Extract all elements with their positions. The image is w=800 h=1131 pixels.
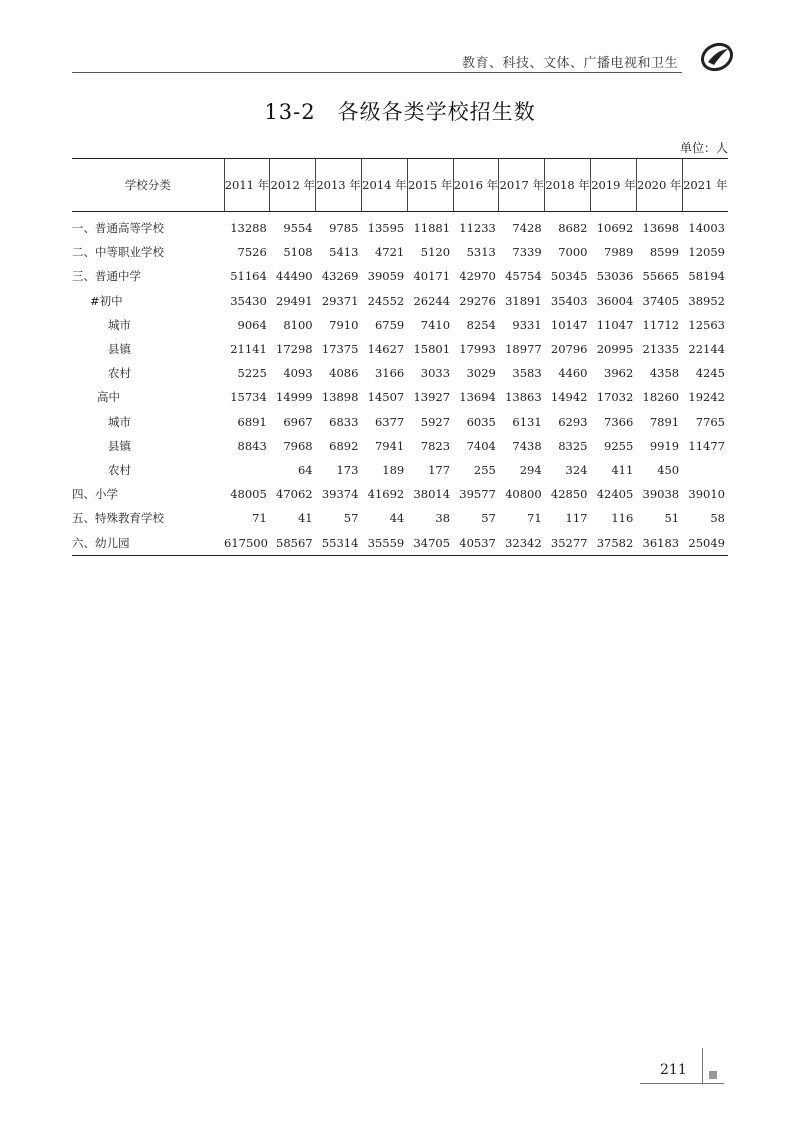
- table-cell: 58194: [688, 269, 725, 284]
- table-cell: 6035: [466, 414, 496, 429]
- table-cell: 21141: [230, 342, 267, 357]
- table-cell: 36004: [596, 293, 634, 308]
- table-cell: 38014: [413, 487, 451, 502]
- table-cell: 15801: [413, 342, 451, 357]
- table-cell: 41: [297, 511, 313, 526]
- table-cell: 9919: [649, 438, 680, 453]
- table-cell: 7366: [604, 414, 634, 429]
- table-cell: 5313: [466, 245, 496, 260]
- logo-icon: [700, 40, 734, 74]
- table-cell: 7910: [329, 317, 359, 332]
- table-cell: 17375: [321, 342, 359, 357]
- table-row: [72, 458, 728, 482]
- table-cell: 14627: [367, 342, 405, 357]
- table-cell: 6131: [512, 414, 542, 429]
- page-title: [0, 96, 800, 126]
- column-header-year: 2014 年: [361, 159, 407, 212]
- table-cell: 7823: [420, 438, 451, 453]
- column-header-year: 2011 年: [224, 159, 270, 212]
- table-cell: 7989: [604, 245, 634, 260]
- table-cell: 7404: [466, 438, 496, 453]
- table-cell: 9554: [283, 221, 313, 236]
- table-cell: 41692: [367, 487, 405, 502]
- table-cell: 116: [611, 511, 634, 526]
- table-cell: 39577: [459, 487, 496, 502]
- table-cell: 3166: [374, 366, 405, 381]
- table-cell: 12059: [688, 245, 725, 260]
- table-cell: 4460: [558, 366, 588, 381]
- table-number: 13-2: [264, 100, 316, 124]
- table-cell: 7438: [512, 438, 542, 453]
- table-cell: 9331: [512, 317, 542, 332]
- table-cell: 13694: [459, 390, 496, 405]
- footer-rule-vertical: [702, 1048, 703, 1084]
- table-cell: 25049: [682, 530, 728, 555]
- table-cell: 40537: [453, 530, 499, 555]
- table-row: [72, 212, 728, 241]
- table-cell: 117: [565, 511, 588, 526]
- table-cell: 13927: [413, 390, 451, 405]
- table-cell: 32342: [499, 530, 545, 555]
- row-label: 一、普通高等学校: [72, 221, 164, 236]
- row-label: 二、中等职业学校: [72, 245, 164, 260]
- table-row: [72, 289, 728, 313]
- table-cell: 189: [382, 462, 405, 477]
- table-cell: 71: [252, 511, 267, 526]
- table-row: [72, 385, 728, 409]
- table-cell: 7765: [695, 414, 725, 429]
- table-cell: 4721: [374, 245, 405, 260]
- row-label: 县镇: [108, 342, 131, 357]
- row-label: 城市: [108, 317, 131, 332]
- table-cell: 71: [527, 511, 542, 526]
- table-cell: 40171: [413, 269, 451, 284]
- table-row: [72, 361, 728, 385]
- table-cell: 11233: [459, 221, 496, 236]
- table-cell: 39059: [367, 269, 405, 284]
- table-cell: 58567: [270, 530, 316, 555]
- table-row: [72, 506, 728, 530]
- footer-rule-horizontal: [640, 1083, 724, 1084]
- table-cell: 29491: [276, 293, 313, 308]
- table-cell: 18977: [505, 342, 542, 357]
- table-cell: 57: [343, 511, 359, 526]
- row-label: 四、小学: [72, 487, 118, 502]
- table-cell: 4245: [695, 366, 725, 381]
- table-cell: 17993: [459, 342, 496, 357]
- table-cell: 5927: [420, 414, 451, 429]
- table-cell: 39374: [321, 487, 359, 502]
- table-cell: 51164: [230, 269, 267, 284]
- table-cell: 44: [389, 511, 405, 526]
- table-title: 各级各类学校招生数: [337, 100, 536, 124]
- table-cell: [682, 458, 728, 482]
- table-cell: 177: [428, 462, 451, 477]
- table-cell: 17032: [596, 390, 634, 405]
- column-header-year: 2020 年: [636, 159, 682, 212]
- table-cell: 7339: [512, 245, 542, 260]
- column-header-year: 2012 年: [270, 159, 316, 212]
- table-cell: 10147: [550, 317, 588, 332]
- table-cell: 64: [297, 462, 313, 477]
- column-header-year: 2017 年: [499, 159, 545, 212]
- table-row: [72, 434, 728, 458]
- table-cell: 31891: [505, 293, 542, 308]
- table-cell: 8843: [237, 438, 267, 453]
- table-cell: 15734: [230, 390, 267, 405]
- table-row: [72, 410, 728, 434]
- column-header-year: 2016 年: [453, 159, 499, 212]
- table-cell: 8599: [649, 245, 680, 260]
- table-cell: 55665: [642, 269, 680, 284]
- table-cell: 255: [473, 462, 496, 477]
- table-cell: 47062: [276, 487, 313, 502]
- row-label: 农村: [108, 366, 131, 381]
- table-cell: 35430: [230, 293, 267, 308]
- table-cell: 11712: [642, 317, 680, 332]
- row-label: 县镇: [108, 438, 131, 453]
- table-cell: 3033: [420, 366, 451, 381]
- table-body: [72, 212, 728, 556]
- table-cell: 12563: [688, 317, 725, 332]
- table-cell: 14003: [688, 221, 725, 236]
- table-cell: 14999: [276, 390, 313, 405]
- table-cell: 57: [481, 511, 496, 526]
- table-cell: 35559: [361, 530, 407, 555]
- table-cell: 39038: [642, 487, 680, 502]
- table-cell: 35277: [545, 530, 591, 555]
- table-row: [72, 337, 728, 361]
- table-header-row: [72, 159, 728, 212]
- table-cell: 20995: [596, 342, 634, 357]
- table-cell: 13698: [642, 221, 680, 236]
- table-cell: 11881: [413, 221, 451, 236]
- table-cell: 13898: [321, 390, 359, 405]
- table-cell: 34705: [407, 530, 453, 555]
- table-cell: [224, 458, 270, 482]
- table-cell: 37582: [591, 530, 637, 555]
- table-cell: 17298: [276, 342, 313, 357]
- table-row: [72, 482, 728, 506]
- table-row: [72, 264, 728, 288]
- table-cell: 6833: [329, 414, 359, 429]
- table-cell: 3962: [604, 366, 634, 381]
- table-cell: 6967: [283, 414, 313, 429]
- table-cell: 21335: [642, 342, 680, 357]
- table-cell: 7410: [420, 317, 451, 332]
- table-cell: 29276: [459, 293, 496, 308]
- table-cell: 29371: [321, 293, 359, 308]
- table-cell: 4093: [283, 366, 313, 381]
- table-cell: 53036: [596, 269, 634, 284]
- table-cell: 9064: [237, 317, 267, 332]
- table-cell: 5413: [329, 245, 359, 260]
- table-cell: 37405: [642, 293, 680, 308]
- table-cell: 6892: [329, 438, 359, 453]
- table-cell: 7000: [558, 245, 588, 260]
- table-cell: 22144: [688, 342, 725, 357]
- table-cell: 8100: [283, 317, 313, 332]
- table-cell: 7891: [649, 414, 680, 429]
- row-label: 农村: [108, 462, 131, 477]
- table-cell: 24552: [367, 293, 405, 308]
- table-cell: 38952: [688, 293, 725, 308]
- table-row: [72, 240, 728, 264]
- table-cell: 19242: [688, 390, 725, 405]
- table-cell: 36183: [636, 530, 682, 555]
- table-cell: 13595: [367, 221, 405, 236]
- table-cell: 617500: [224, 530, 270, 555]
- table-cell: 8325: [558, 438, 588, 453]
- column-header-category: 学校分类: [72, 159, 224, 212]
- table-cell: 3029: [466, 366, 496, 381]
- table-cell: 7428: [512, 221, 542, 236]
- enrollment-table: [72, 158, 728, 556]
- table-cell: 4358: [649, 366, 680, 381]
- table-cell: 42850: [550, 487, 588, 502]
- table-cell: 6293: [558, 414, 588, 429]
- page-number: 211: [660, 1062, 687, 1078]
- row-label: 六、幼儿园: [72, 530, 224, 555]
- row-label: 五、特殊教育学校: [72, 511, 164, 526]
- footer-square-icon: [709, 1071, 717, 1079]
- running-header: 教育、科技、文体、广播电视和卫生: [461, 56, 678, 71]
- table-cell: 45754: [505, 269, 542, 284]
- table-cell: 324: [565, 462, 588, 477]
- table-cell: 5108: [283, 245, 313, 260]
- table-cell: 4086: [329, 366, 359, 381]
- table-cell: 14507: [367, 390, 405, 405]
- table-cell: 58: [710, 511, 725, 526]
- table-cell: 450: [657, 462, 680, 477]
- column-header-year: 2015 年: [407, 159, 453, 212]
- table-cell: 13863: [505, 390, 542, 405]
- table-cell: 51: [664, 511, 680, 526]
- table-cell: 55314: [316, 530, 362, 555]
- column-header-year: 2021 年: [682, 159, 728, 212]
- table-cell: 50345: [550, 269, 588, 284]
- table-cell: 6891: [237, 414, 267, 429]
- row-label: 高中: [97, 390, 120, 405]
- row-label: #初中: [90, 293, 123, 308]
- table-cell: 13288: [230, 221, 267, 236]
- table-cell: 3583: [512, 366, 542, 381]
- column-header-year: 2018 年: [545, 159, 591, 212]
- table-cell: 10692: [596, 221, 634, 236]
- table-cell: 42405: [596, 487, 634, 502]
- table-cell: 5225: [237, 366, 267, 381]
- table-cell: 35403: [550, 293, 588, 308]
- table-cell: 11047: [596, 317, 634, 332]
- table-cell: 9255: [604, 438, 634, 453]
- table-cell: 11477: [688, 438, 725, 453]
- table-cell: 294: [519, 462, 542, 477]
- header-rule: [72, 72, 682, 73]
- column-header-year: 2019 年: [591, 159, 637, 212]
- table-cell: 5120: [420, 245, 451, 260]
- table-cell: 38: [435, 511, 451, 526]
- table-cell: 173: [336, 462, 359, 477]
- table-cell: 48005: [230, 487, 267, 502]
- table-cell: 8682: [558, 221, 588, 236]
- column-header-year: 2013 年: [316, 159, 362, 212]
- table-row: [72, 530, 728, 555]
- row-label: 城市: [108, 414, 131, 429]
- table-cell: 42970: [459, 269, 496, 284]
- table-cell: 7968: [283, 438, 313, 453]
- table-cell: 14942: [550, 390, 588, 405]
- table-cell: 8254: [466, 317, 496, 332]
- table-cell: 26244: [413, 293, 451, 308]
- table-cell: 411: [611, 462, 634, 477]
- table-cell: 7941: [374, 438, 405, 453]
- table-cell: 9785: [329, 221, 359, 236]
- table-cell: 18260: [642, 390, 680, 405]
- table-cell: 6377: [374, 414, 405, 429]
- table-cell: 20796: [550, 342, 588, 357]
- table-cell: 39010: [688, 487, 725, 502]
- row-label: 三、普通中学: [72, 269, 141, 284]
- table-cell: 40800: [505, 487, 542, 502]
- table-row: [72, 313, 728, 337]
- table-cell: 7526: [237, 245, 267, 260]
- table-cell: 6759: [374, 317, 405, 332]
- table-cell: 43269: [321, 269, 359, 284]
- unit-label: 单位：人: [679, 141, 728, 155]
- table-cell: 44490: [276, 269, 313, 284]
